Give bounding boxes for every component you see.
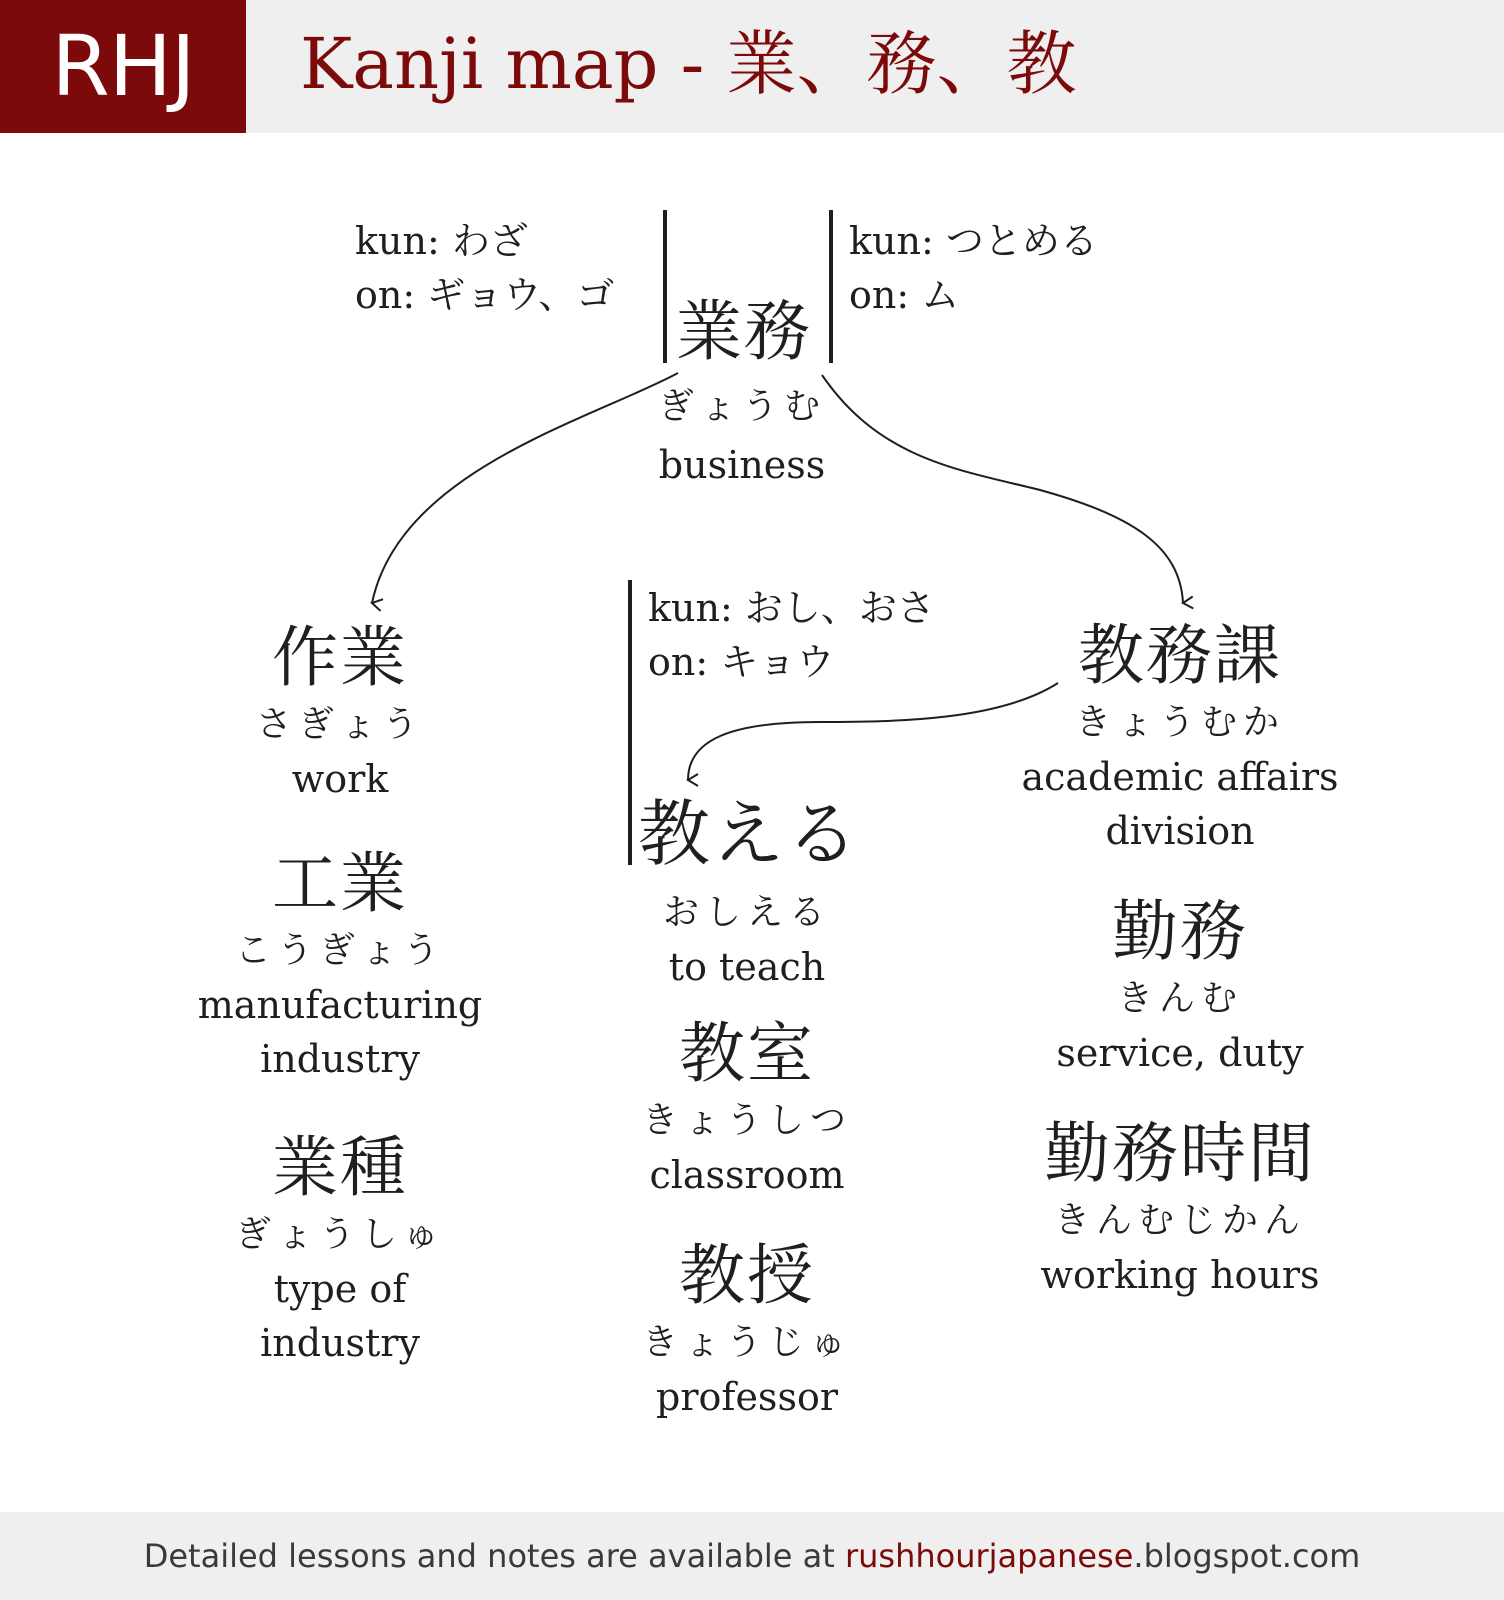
page-title: Kanji map - 業、務、教 [300, 23, 1077, 105]
entry-gloss: service, duty [1056, 1031, 1304, 1075]
entry-gloss: manufacturing industry [197, 983, 483, 1081]
entry-kana: きょうしつ [641, 1100, 852, 1141]
entry-sagyou [180, 618, 500, 806]
entry-gloss: work [291, 757, 389, 801]
entry-kinmu [1000, 892, 1360, 1080]
entry-kyoushitsu [597, 1014, 897, 1202]
footer-band [0, 1512, 1504, 1600]
entry-word: 作業 [272, 619, 408, 696]
reading-kyou-kun: kun: おし、おさ [648, 586, 935, 630]
center-entry [592, 380, 892, 492]
entry-oshieru [597, 886, 897, 994]
center-gloss: business [658, 443, 826, 487]
reading-bar-gyou [663, 210, 667, 363]
reading-mu-on: on: ム [849, 273, 960, 317]
word-oshieru: 教える [638, 792, 861, 876]
entry-gyoushu [180, 1128, 500, 1370]
entry-gloss: working hours [1040, 1253, 1320, 1297]
entry-kana: きんむ [1116, 978, 1243, 1019]
footer-link[interactable]: rushhourjapanese [844, 1537, 1134, 1575]
reading-bar-mu [829, 210, 833, 363]
entry-gloss: professor [656, 1375, 838, 1419]
footer-text: Detailed lessons and notes are available at [143, 1537, 845, 1575]
reading-mu-kun: kun: つとめる [849, 219, 1098, 263]
entry-kana: ぎょうしゅ [234, 1214, 445, 1255]
brand-logo[interactable]: RHJ [0, 0, 246, 133]
entry-word: 業種 [272, 1129, 408, 1206]
entry-word: 勤務時間 [1044, 1115, 1316, 1192]
entry-kana: きんむじかん [1053, 1200, 1306, 1241]
entry-kougyou [180, 844, 500, 1086]
entry-gloss: to teach [668, 945, 826, 989]
entry-word: 教務課 [1078, 617, 1282, 694]
reading-gyou-kun: kun: わざ [355, 219, 528, 263]
entry-kana: さぎょう [255, 704, 424, 745]
reading-kyou-on: on: キョウ [648, 640, 835, 684]
entry-kana: こうぎょう [234, 930, 445, 971]
entry-kana: きょうじゅ [641, 1322, 852, 1363]
entry-gloss: academic affairs division [1021, 755, 1339, 853]
entry-gloss: classroom [649, 1153, 845, 1197]
entry-kinmujikan [1000, 1114, 1360, 1302]
center-word: 業務 [676, 293, 812, 370]
entry-word: 工業 [272, 845, 408, 922]
entry-word: 教室 [679, 1015, 815, 1092]
entry-word: 教授 [679, 1237, 815, 1314]
reading-gyou-on: on: ギョウ、ゴ [355, 273, 615, 317]
entry-kana: きょうむか [1074, 702, 1285, 743]
entry-kyouju [597, 1236, 897, 1424]
footer-link-domain[interactable]: .blogspot.com [1133, 1537, 1361, 1575]
entry-word: 勤務 [1112, 893, 1248, 970]
center-kana: ぎょうむ [657, 386, 826, 427]
entry-kyoumuka [1000, 616, 1360, 858]
entry-gloss: type of industry [260, 1267, 420, 1365]
reading-bar-kyou [628, 580, 632, 865]
entry-kana: おしえる [662, 892, 831, 933]
